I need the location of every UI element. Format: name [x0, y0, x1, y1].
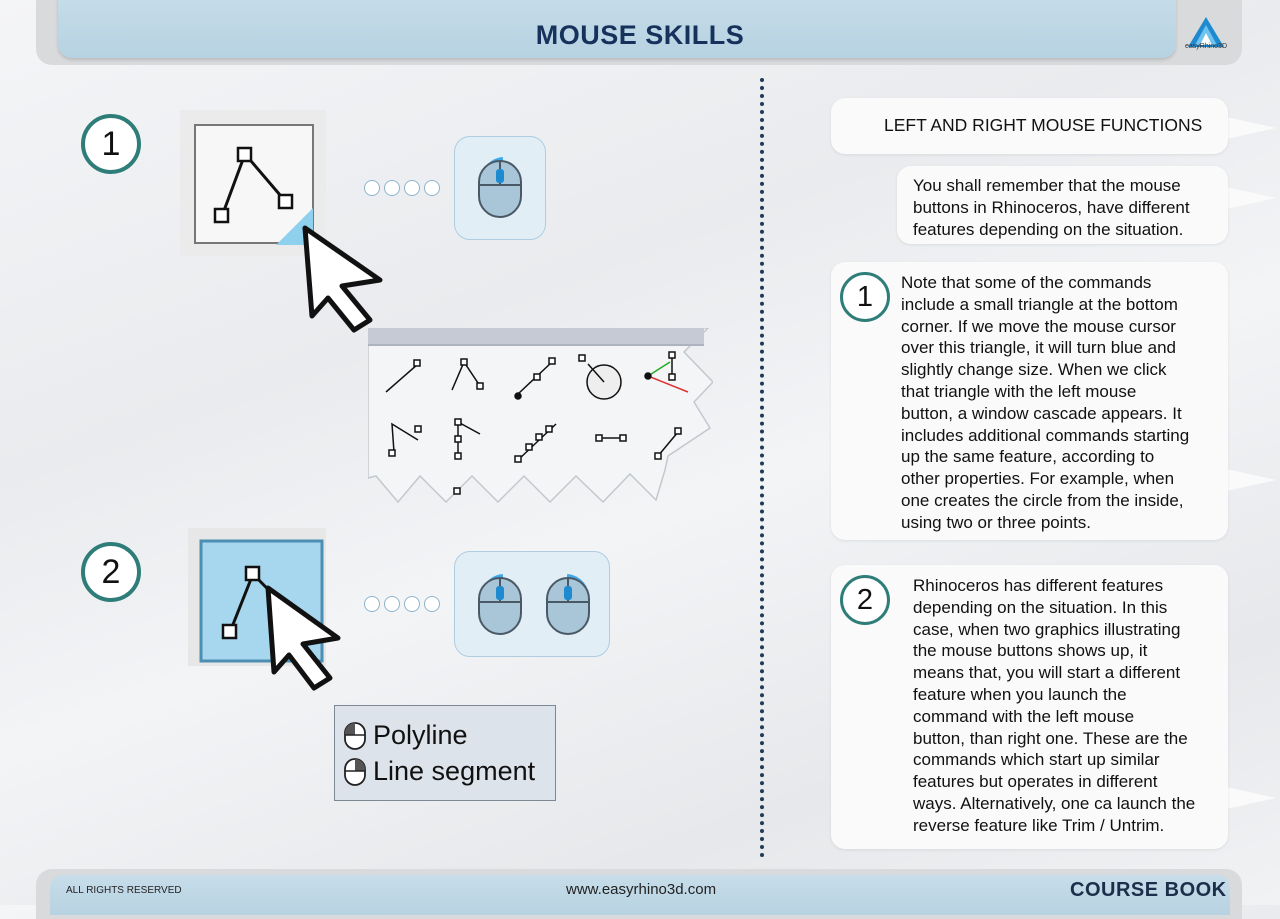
left-click-mouse-panel [454, 136, 546, 240]
tooltip-row-right-click [343, 756, 535, 787]
connector-dots-2 [364, 596, 440, 612]
column-divider [760, 78, 764, 858]
left-and-right-mouse-button-icon [455, 552, 609, 656]
note-2-text: Rhinoceros has different features depending on the situation. In this case, when two graphics illustrating the mouse buttons shows up, it means that, you will start a different feature when you launch the command with the left mouse button, than right one. These are the commands which start up similar features but operates in different ways. Alternatively, one ca launch the reverse feature like Trim / Untrim. [913, 576, 1196, 835]
footer-website: www.easyrhino3d.com [566, 881, 717, 898]
left-mouse-button-icon [455, 137, 545, 239]
note-1-bubble-tail [1222, 468, 1276, 492]
footer-course-book: COURSE BOOK [1070, 879, 1227, 901]
note-2-bubble-tail [1222, 786, 1276, 810]
step-1-badge: 1 [81, 114, 141, 174]
note-2-badge: 2 [840, 575, 890, 625]
page-title: MOUSE SKILLS [535, 20, 745, 50]
tooltip-polyline: Polyline [373, 720, 468, 750]
footer-rights: ALL RIGHTS RESERVED [66, 885, 182, 896]
left-right-click-mouse-panel [454, 551, 610, 657]
note-1-badge: 1 [840, 272, 890, 322]
note-2-bubble [831, 565, 1228, 849]
logo-text: easyRhino3D [1184, 43, 1228, 50]
note-1-bubble [831, 262, 1228, 540]
command-cascade-window [368, 328, 713, 503]
right-click-mouse-icon [343, 757, 367, 787]
tooltip-line-segment: Line segment [373, 756, 536, 786]
section-heading: LEFT AND RIGHT MOUSE FUNCTIONS [884, 115, 1203, 135]
polyline-active-command-icon [188, 528, 348, 703]
command-tooltip [334, 705, 556, 801]
note-1-text: Note that some of the commands include a small triangle at the bottom corner. If we move the mouse cursor over this triangle, it will turn blue and slightly change size. When we click that triangle with the left mouse button, a window cascade appears. It includes additional commands starting up the same feature, according to other properties. For example, when one creates the circle from the inside, using two or three points. [901, 273, 1190, 532]
connector-dots-1 [364, 180, 440, 196]
heading-bubble-tail [1222, 116, 1276, 140]
left-click-mouse-icon [343, 721, 367, 751]
intro-bubble [897, 166, 1228, 244]
intro-bubble-tail [1222, 186, 1276, 210]
step-2-badge: 2 [81, 542, 141, 602]
polyline-command-icon [180, 110, 390, 335]
heading-bubble [831, 98, 1228, 154]
intro-text: You shall remember that the mouse buttons in Rhinoceros, have different features depending on the situation. [913, 176, 1190, 239]
tooltip-row-left-click [343, 720, 468, 751]
